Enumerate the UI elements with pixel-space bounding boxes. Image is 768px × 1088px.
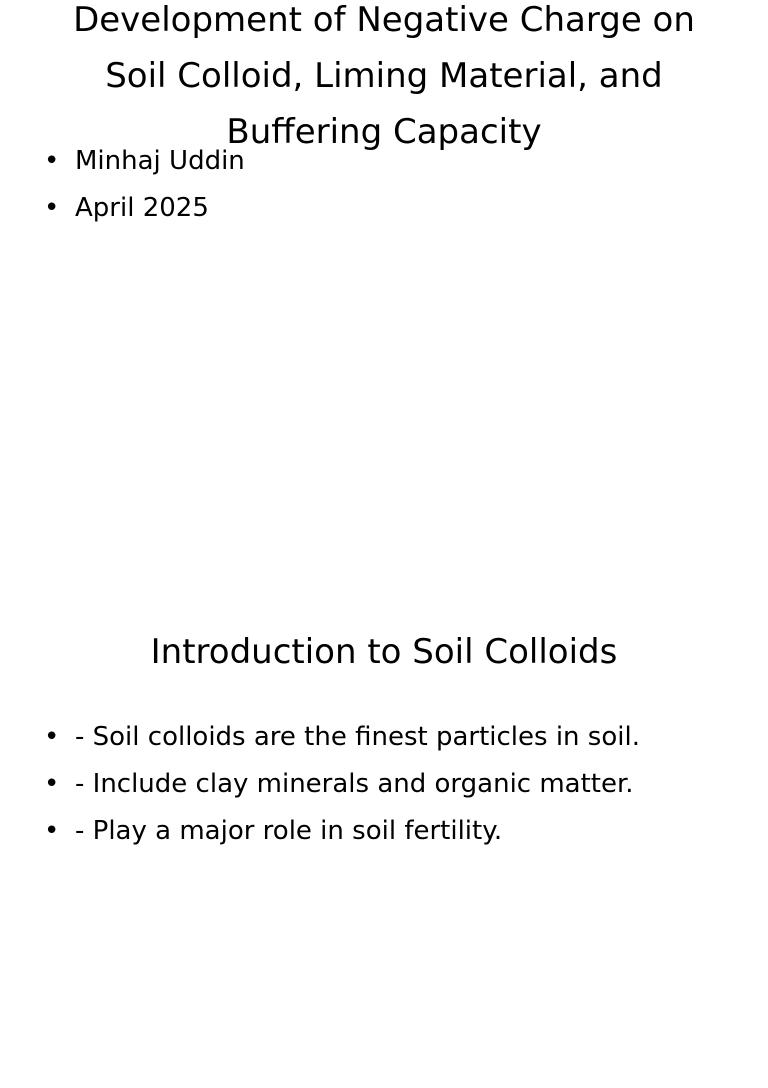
bullet-icon: • [44, 816, 60, 846]
list-item [44, 185, 724, 232]
list-item [44, 761, 724, 808]
bullet-text: - Play a major role in soil fertility. [75, 816, 503, 846]
slide-title: Introduction to Soil Colloids [150, 632, 618, 672]
presentation-date: April 2025 [75, 193, 209, 223]
bullet-icon: • [44, 146, 60, 176]
bullet-icon: • [44, 722, 60, 752]
title-slide [0, 0, 768, 512]
bullet-icon: • [44, 769, 60, 799]
list-item [44, 138, 724, 185]
list-item [44, 714, 724, 761]
author-name: Minhaj Uddin [75, 146, 245, 176]
list-item [44, 808, 724, 855]
slide-title: Development of Negative Charge on Soil Colloid, Liming Material, and Buffering Capacity [73, 0, 695, 152]
bullet-list [44, 138, 724, 232]
bullet-text: - Soil colloids are the finest particles in soil. [75, 722, 640, 752]
bullet-list [44, 714, 724, 855]
bullet-text: - Include clay minerals and organic matter. [75, 769, 634, 799]
content-slide [0, 576, 768, 1088]
bullet-icon: • [44, 193, 60, 223]
